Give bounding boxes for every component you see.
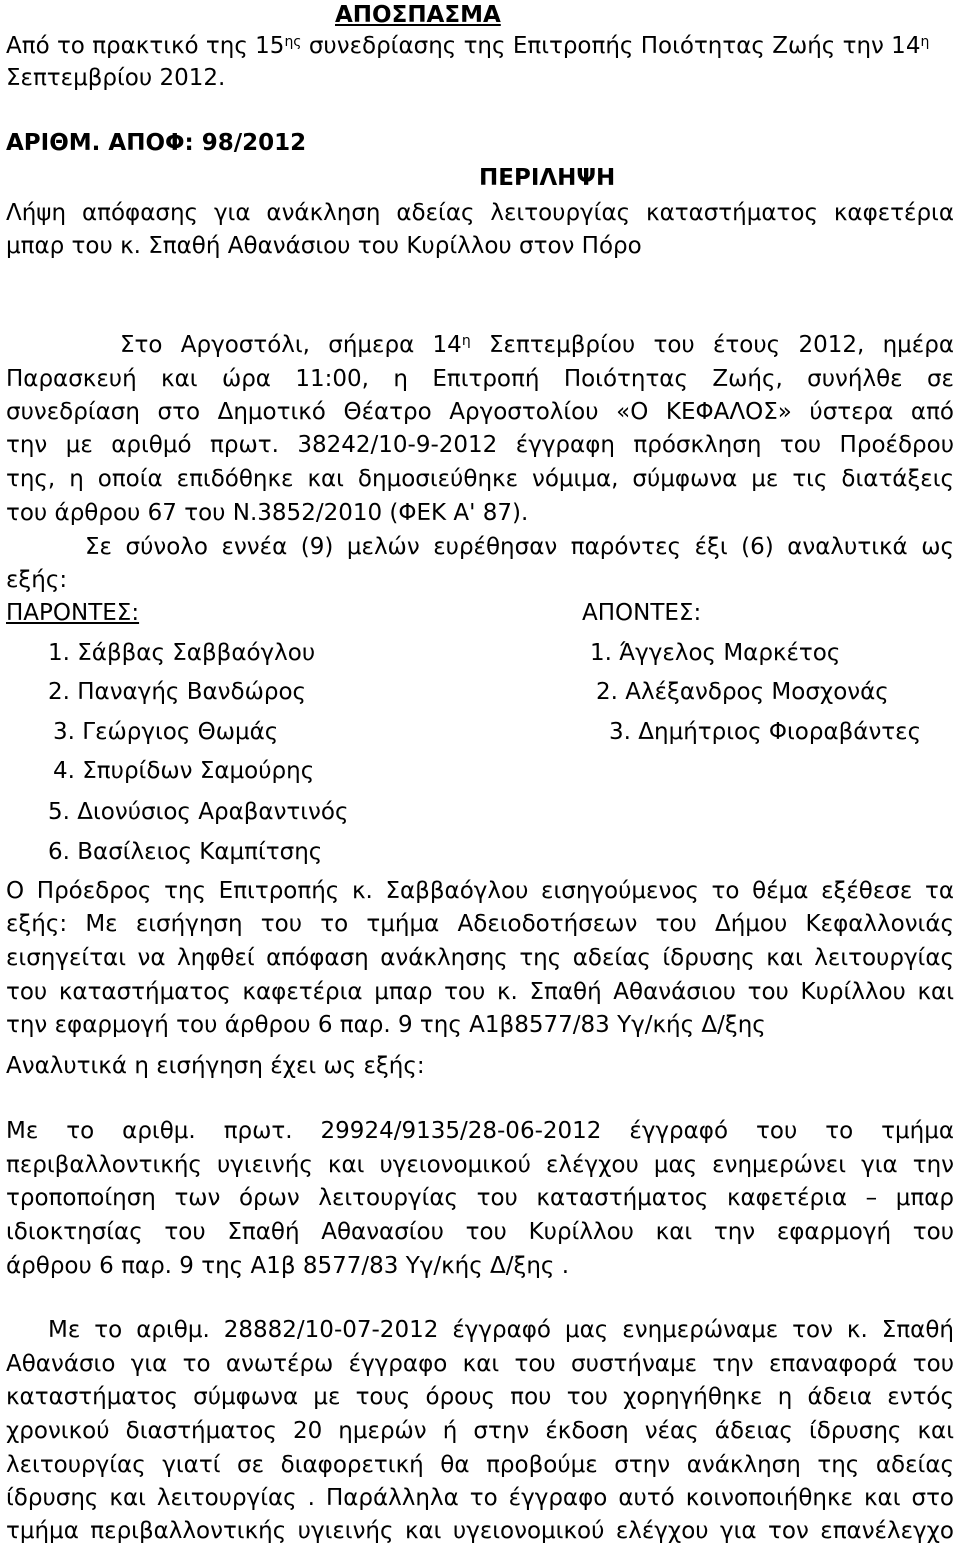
minutes-date-line: Σεπτεμβρίου 2012. (6, 65, 226, 91)
body-line: ίδρυσης και λειτουργίας . Παράλληλα το έγγραφο αυτό κοινοποιήθηκε και στο (6, 1485, 954, 1511)
intro-line: την με αριθμό πρωτ. 38242/10-9-2012 έγγραφη πρόσκληση του Προέδρου (6, 432, 954, 458)
intro-line: του άρθρου 67 του Ν.3852/2010 (ΦΕΚ Α' 87). (6, 500, 529, 526)
summary-title: ΠΕΡΙΛΗΨΗ (479, 165, 616, 191)
body-line: εισηγείται να ληφθεί απόφαση ανάκλησης της αδείας ίδρυσης και λειτουργίας (6, 945, 954, 971)
body-line: Ο Πρόεδρος της Επιτροπής κ. Σαββαόγλου εισηγούμενος το θέμα εξέθεσε τα (6, 878, 954, 904)
body-line: εξής: Με εισήγηση του το τμήμα Αδειοδοτήσεων του Δήμου Κεφαλλονιάς (6, 911, 954, 937)
body-line: περιβαλλοντικής υγιεινής και υγειονομικού ελέγχου μας ενημερώνει για την (6, 1152, 954, 1178)
document-title: ΑΠΟΣΠΑΣΜΑ (335, 2, 501, 28)
intro-line: Σε σύνολο εννέα (9) μελών ευρέθησαν παρόντες έξι (6) αναλυτικά ως (85, 534, 954, 560)
body-line: ιδιοκτησίας του Σπαθή Αθανασίου του Κυρίλλου και την εφαρμογή του (6, 1219, 954, 1245)
body-line: λειτουργίας γιατί σε διαφορετική θα προβούμε στην ανάκληση της αδείας (6, 1452, 954, 1478)
intro-line: εξής: (6, 567, 68, 593)
intro-line: συνεδρίαση στο Δημοτικό Θέατρο Αργοστολίου «Ο ΚΕΦΑΛΟΣ» ύστερα από (6, 399, 954, 425)
body-line: άρθρου 6 παρ. 9 της Α1β 8577/83 Υγ/κής Δ/ξης . (6, 1253, 570, 1279)
present-member: 2. Παναγής Βανδώρος (48, 679, 307, 705)
body-line: Αθανάσιο για το ανωτέρω έγγραφο και του συστήναμε την επαναφορά του (6, 1351, 954, 1377)
intro-line: Στο Αργοστόλι, σήμερα $14^\eta$ Σεπτεμβρίου του έτους 2012, ημέρα (120, 332, 954, 358)
present-member: 6. Βασίλειος Καμπίτσης (48, 839, 323, 865)
body-line: τμήμα περιβαλλοντικής υγιεινής και υγειονομικού ελέγχου για τον επανέλεγχο (6, 1518, 954, 1544)
body-line: την εφαρμογή του άρθρου 6 παρ. 9 της Α1β8577/83 Υγ/κής Δ/ξης (6, 1012, 766, 1038)
present-member: 3. Γεώργιος Θωμάς (53, 719, 279, 745)
decision-number: ΑΡΙΘΜ. ΑΠΟΦ: 98/2012 (6, 130, 307, 156)
intro-line: Παρασκευή και ώρα 11:00, η Επιτροπή Ποιότητας Ζωής, συνήλθε σε (6, 366, 954, 392)
minutes-reference-line: Από το πρακτικό της $15^{\eta\varsigma}$ συνεδρίασης της Επιτροπής Ποιότητας Ζωής την $14^\eta$ (6, 33, 930, 59)
summary-line: Λήψη απόφασης για ανάκληση αδείας λειτουργίας καταστήματος καφετέρια (6, 200, 954, 226)
body-line: Αναλυτικά η εισήγηση έχει ως εξής: (6, 1053, 425, 1079)
intro-line: της, η οποία επιδόθηκε και δημοσιεύθηκε νόμιμα, σύμφωνα με τις διατάξεις (6, 466, 954, 492)
present-header: ΠΑΡΟΝΤΕΣ: (6, 600, 140, 626)
present-member: 1. Σάββας Σαββαόγλου (48, 640, 316, 666)
body-line: χρονικού διαστήματος 20 ημερών ή στην έκδοση νέας άδειας ίδρυσης και (6, 1418, 954, 1444)
body-line: Με το αριθμ. πρωτ. 29924/9135/28-06-2012 έγγραφό του το τμήμα (6, 1118, 954, 1144)
absent-member: 3. Δημήτριος Φιοραβάντες (609, 719, 922, 745)
body-line: τροποποίηση των όρων λειτουργίας του καταστήματος καφετέρια – μπαρ (6, 1185, 954, 1211)
present-member: 5. Διονύσιος Αραβαντινός (48, 799, 349, 825)
body-line: Με το αριθμ. 28882/10-07-2012 έγγραφό μας ενημερώναμε τον κ. Σπαθή (48, 1317, 954, 1343)
body-line: του καταστήματος καφετέρια μπαρ του κ. Σπαθή Αθανάσιου του Κυρίλλου και (6, 979, 954, 1005)
summary-line: μπαρ του κ. Σπαθή Αθανάσιου του Κυρίλλου στον Πόρο (6, 233, 642, 259)
absent-member: 2. Αλέξανδρος Μοσχονάς (596, 679, 889, 705)
body-line: καταστήματος σύμφωνα με τους όρους που του χορηγήθηκε η άδεια εντός (6, 1384, 954, 1410)
absent-member: 1. Άγγελος Μαρκέτος (590, 640, 841, 666)
absent-header: ΑΠΟΝΤΕΣ: (582, 600, 702, 626)
present-member: 4. Σπυρίδων Σαμούρης (53, 758, 315, 784)
